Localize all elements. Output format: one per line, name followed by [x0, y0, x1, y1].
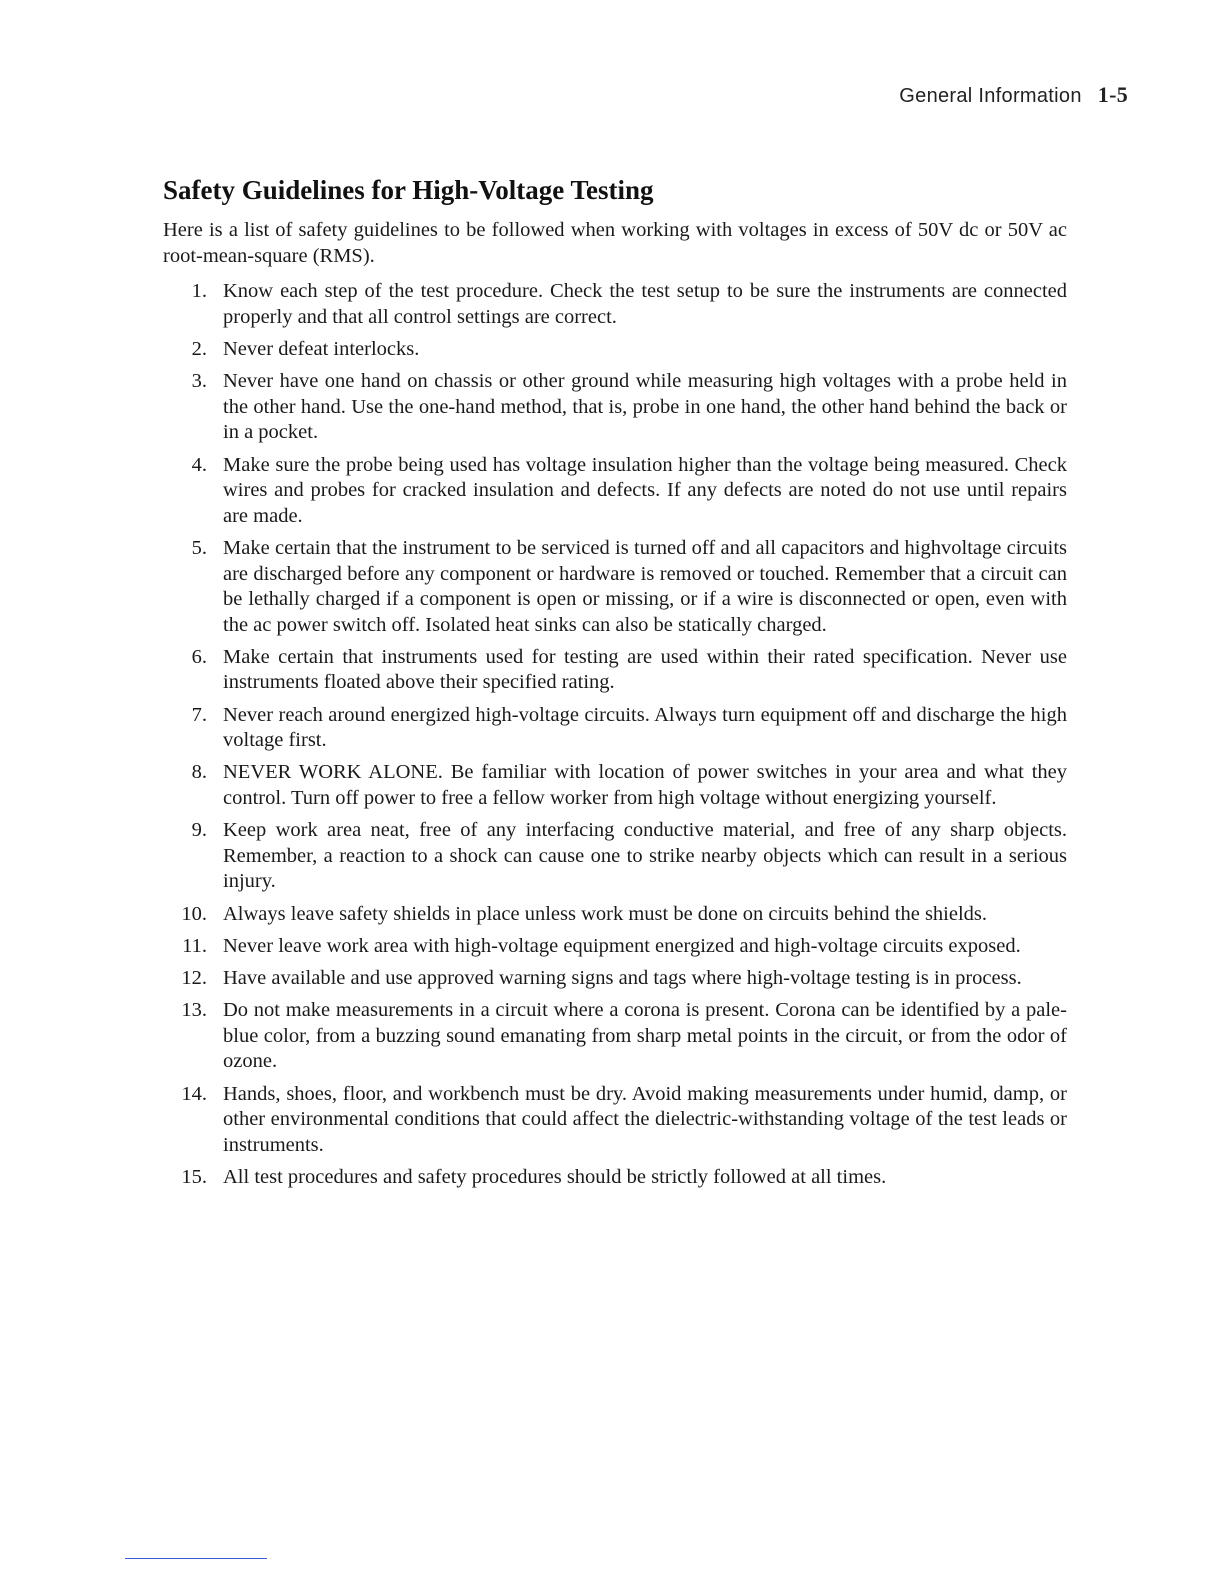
- item-text: Know each step of the test procedure. Check the test setup to be sure the instruments are connected properly and that all control settings are correct.: [223, 280, 1067, 328]
- list-item: [163, 337, 1067, 363]
- item-number: 11.: [182, 934, 207, 957]
- item-number: 13.: [181, 999, 207, 1022]
- item-number: 3.: [191, 370, 207, 393]
- list-item: [163, 966, 1067, 992]
- item-number: 2.: [191, 337, 207, 360]
- item-number: 15.: [181, 1165, 207, 1188]
- item-text: Never reach around energized high-voltage circuits. Always turn equipment off and discharge the high voltage first.: [223, 703, 1067, 752]
- item-number: 10.: [181, 902, 207, 925]
- list-item: [163, 536, 1067, 638]
- item-number: 1.: [191, 280, 207, 303]
- item-text: Never leave work area with high-voltage equipment energized and high-voltage circuits exposed.: [223, 934, 1021, 957]
- item-text: Do not make measurements in a circuit where a corona is present. Corona can be identified by a pale-blue color, from a buzzing sound emanating from sharp metal points in the circuit, or from the odor of ozone.: [223, 999, 1067, 1073]
- item-number: 9.: [191, 819, 207, 842]
- item-text: Make sure the probe being used has voltage insulation higher than the voltage being measured. Check wires and probes for cracked insulation and defects. If any defects are noted do not use until repairs are made.: [223, 453, 1067, 527]
- list-item: [163, 279, 1067, 330]
- item-number: 8.: [191, 761, 207, 784]
- list-item: [163, 369, 1067, 446]
- list-item: [163, 760, 1067, 811]
- page-content: [163, 172, 1067, 1197]
- section-heading: Safety Guidelines for High-Voltage Testing: [163, 175, 654, 205]
- item-text: Make certain that instruments used for testing are used within their rated specification. Never use instruments floated above their specified rating.: [223, 645, 1067, 694]
- list-item: [163, 1165, 1067, 1191]
- list-item: [163, 902, 1067, 928]
- item-number: 6.: [191, 645, 207, 668]
- list-item: [163, 703, 1067, 754]
- item-text: Keep work area neat, free of any interfacing conductive material, and free of any sharp objects. Remember, a reaction to a shock can cause one to strike nearby objects which can result in a serious injury.: [223, 819, 1067, 893]
- footnote-rule: [125, 1558, 267, 1559]
- item-text: Never defeat interlocks.: [223, 337, 420, 360]
- list-item: [163, 1082, 1067, 1159]
- guidelines-list: [163, 279, 1067, 1190]
- item-text: NEVER WORK ALONE. Be familiar with location of power switches in your area and what they control. Turn off power to free a fellow worker from high voltage without energizing yourself.: [223, 761, 1067, 810]
- item-text: Make certain that the instrument to be serviced is turned off and all capacitors and highvoltage circuits are discharged before any component or hardware is removed or touched. Remember that a circuit can be lethally charged if a component is open or missing, or if a wire is disconnected or open, even with the ac power switch off. Isolated heat sinks can also be statically charged.: [223, 536, 1067, 636]
- list-item: [163, 645, 1067, 696]
- item-text: All test procedures and safety procedures should be strictly followed at all times.: [223, 1165, 887, 1188]
- page-number: 1-5: [1097, 82, 1128, 107]
- header-section-title: General Information: [899, 85, 1082, 107]
- item-number: 5.: [191, 536, 207, 559]
- item-text: Hands, shoes, floor, and workbench must be dry. Avoid making measurements under humid, damp, or other environmental conditions that could affect the dielectric-withstanding voltage of the test leads or instruments.: [223, 1082, 1067, 1156]
- item-text: Have available and use approved warning signs and tags where high-voltage testing is in process.: [223, 966, 1022, 989]
- list-item: [163, 453, 1067, 530]
- item-text: Always leave safety shields in place unless work must be done on circuits behind the shields.: [223, 902, 988, 925]
- item-number: 7.: [191, 703, 207, 726]
- running-header: [899, 82, 1128, 108]
- item-number: 4.: [191, 453, 207, 476]
- item-number: 12.: [181, 966, 207, 989]
- list-item: [163, 998, 1067, 1075]
- item-text: Never have one hand on chassis or other ground while measuring high voltages with a probe held in the other hand. Use the one-hand method, that is, probe in one hand, the other hand behind the back or in a pocket.: [223, 370, 1067, 444]
- list-item: [163, 934, 1067, 960]
- list-item: [163, 818, 1067, 895]
- item-number: 14.: [181, 1082, 207, 1105]
- intro-paragraph: Here is a list of safety guidelines to be followed when working with voltages in excess of 50V dc or 50V ac root-mean-square (RMS).: [163, 219, 1067, 267]
